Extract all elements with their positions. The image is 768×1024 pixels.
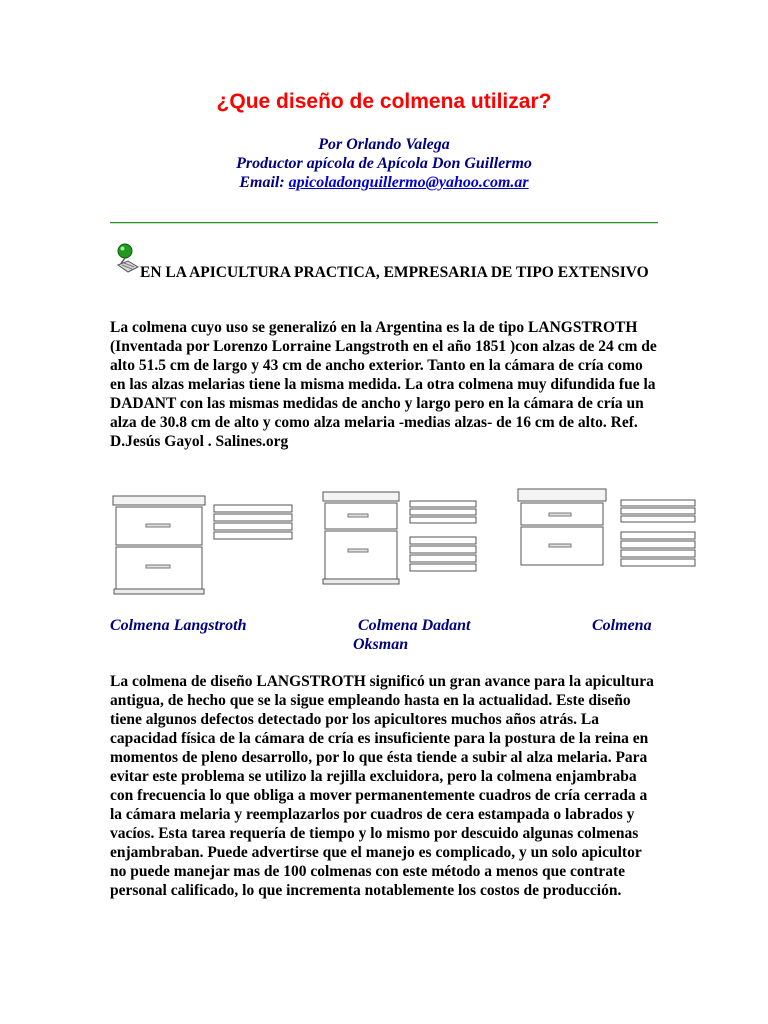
caption-langstroth: Colmena Langstroth — [110, 617, 247, 634]
oksman-hive-illustration — [515, 486, 701, 572]
author-role: Productor apícola de Apícola Don Guillermo — [236, 155, 532, 172]
caption-dadant: Colmena Dadant — [358, 617, 471, 634]
horizontal-divider — [110, 222, 658, 224]
author-email-line — [0, 173, 768, 192]
page-title: ¿Que diseño de colmena utilizar? — [216, 90, 552, 113]
email-label: Email: — [239, 174, 285, 191]
caption-oksman-part2: Oksman — [353, 636, 409, 653]
section-heading: EN LA APICULTURA PRACTICA, EMPRESARIA DE TIPO EXTENSIVO — [140, 264, 649, 281]
intro-paragraph: La colmena cuyo uso se generalizó en la Argentina es la de tipo LANGSTROTH (Inventada por Lorenzo Lorraine Langstroth en el año 1851 )con alzas de 24 cm de alto 51.5 cm de largo y 43 cm de ancho exterior. Tanto en la cámara de cría como en las alzas melarias tiene la misma medida. La otra colmena muy difundida fue la DADANT con las mismas medidas de ancho y largo pero en la cámara de cría un alza de 30.8 cm de alto y como alza melaria -medias alzas- de 16 cm de alto. Ref. D.Jesús Gayol . Salines.org — [110, 319, 657, 450]
caption-oksman-part1: Colmena — [592, 617, 652, 634]
author-name: Por Orlando Valega — [318, 136, 450, 153]
langstroth-hive-illustration — [110, 493, 300, 597]
langstroth-paragraph: La colmena de diseño LANGSTROTH significó un gran avance para la apicultura antigua, de hecho que se la sigue empleando hasta en la actualidad. Este diseño tiene algunos defectos detectado por los apicultores muchos años atrás. La capacidad física de la cámara de cría es insuficiente para la postura de la reina en momentos de pleno desarrollo, por lo que ésta tiende a subir al alza melaria. Para evitar este problema se utilizo la rejilla excluidora, pero la colmena enjambraba con frecuencia lo que obliga a mover permanentemente cuadros de cría cerrada a la cámara melaria y reemplazarlos por cuadros de cera estampada o labrados y vacíos. Esta tarea requería de tiempo y lo mismo por descuido algunas colmenas enjambraban. Puede advertirse que el manejo es complicado, y un solo apicultor no puede manejar mas de 100 colmenas con este método a menos que contrate personal calificado, lo que incrementa notablemente los costos de producción. — [110, 673, 654, 899]
email-link[interactable]: apicoladonguillermo@yahoo.com.ar — [288, 174, 529, 191]
dadant-hive-illustration — [320, 489, 480, 587]
